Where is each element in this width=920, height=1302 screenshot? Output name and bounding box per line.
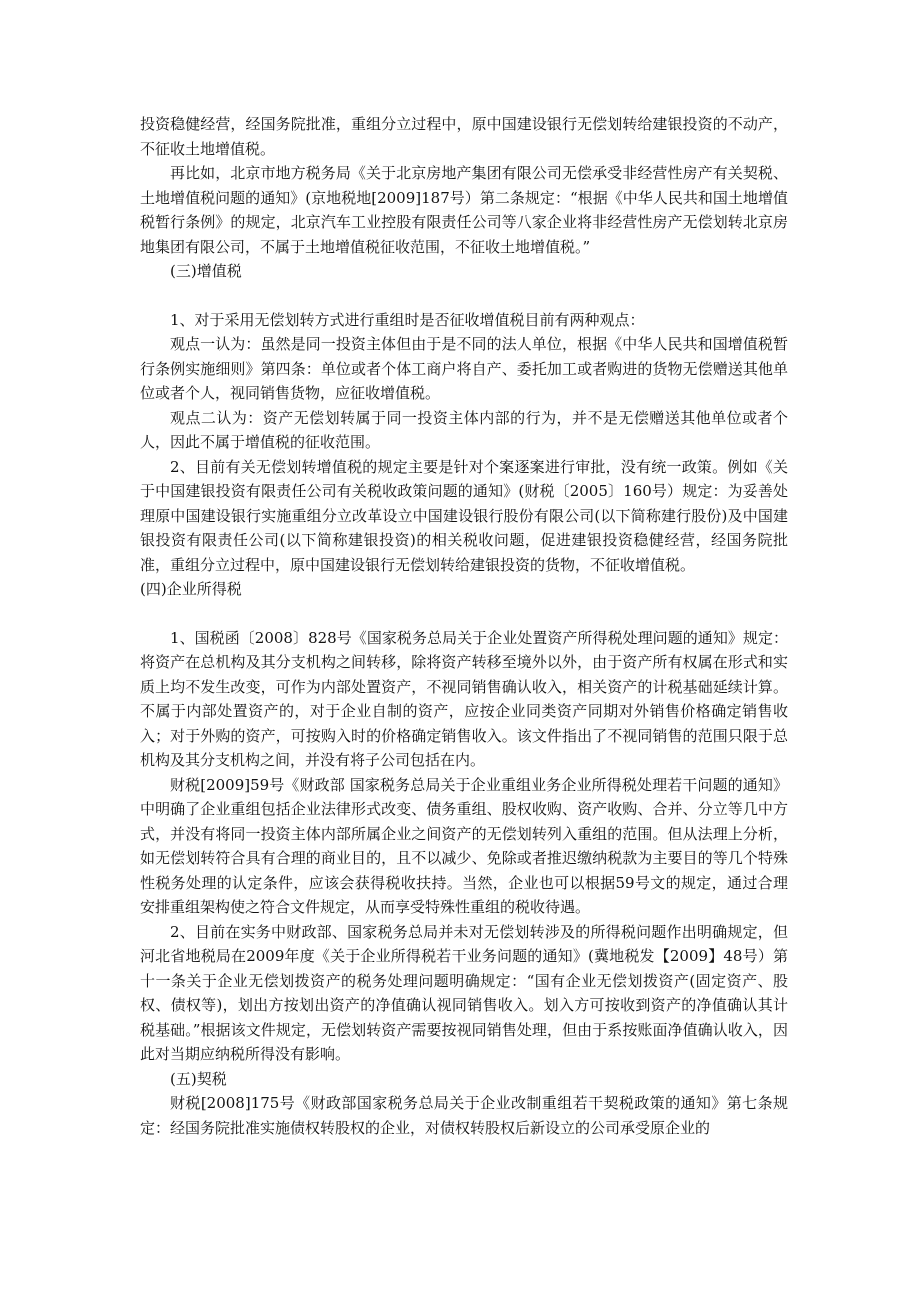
paragraph-caishui-59: 财税[2009]59号《财政部 国家税务总局关于企业重组业务企业所得税处理若干问题的通知》中明确了企业重组包括企业法律形式改变、债务重组、股权收购、资产收购、合并、分立等几中方式，并没有将同一投资主体内部所属企业之间资产的无偿划转列入重组的范围。但从法理上分析，如无偿划转符合具有合理的商业目的，且不以减少、免除或者推迟缴纳税款为主要目的等几个特殊性税务处理的认定条件，应该会获得税收扶持。当然，企业也可以根据59号文的规定，通过合理安排重组架构使之符合文件规定，从而享受特殊性重组的税收待遇。 (140, 775, 788, 916)
paragraph-land-tax-continuation: 投资稳健经营，经国务院批准，重组分立过程中，原中国建设银行无偿划转给建银投资的不动产，不征收土地增值税。 (140, 115, 788, 158)
section-heading-corporate-income-tax: (四)企业所得税 (140, 580, 242, 598)
blank-line (140, 284, 788, 308)
section-heading-deed-tax: (五)契税 (170, 1069, 227, 1088)
paragraph-view-two: 观点二认为：资产无偿划转属于同一投资主体内部的行为，并不是无偿赠送其他单位或者个人，因此不属于增值税的征收范围。 (140, 408, 788, 451)
paragraph-guoshuihan-828: 1、国税函〔2008〕828号《国家税务总局关于企业处置资产所得税处理问题的通知》规定：将资产在总机构及其分支机构之间转移，除将资产转移至境外以外，由于资产所有权属在形式和实质上均不发生改变，可作为内部处置资产，不视同销售确认收入，相关资产的计税基础延续计算。不属于内部处置资产的，对于企业自制的资产，应按企业同类资产同期对外销售价格确定销售收入；对于外购的资产，可按购入时的价格确定销售收入。该文件指出了不视同销售的范围只限于总机构及其分支机构之间，并没有将子公司包括在内。 (140, 628, 788, 769)
paragraph-view-one: 观点一认为：虽然是同一投资主体但由于是不同的法人单位，根据《中华人民共和国增值税暂行条例实施细则》第四条：单位或者个体工商户将自产、委托加工或者购进的货物无偿赠送其他单位或者个人，视同销售货物，应征收增值税。 (140, 335, 788, 402)
paragraph-hebei-rules: 2、目前在实务中财政部、国家税务总局并未对无偿划转涉及的所得税问题作出明确规定，但河北省地税局在2009年度《关于企业所得税若干业务问题的通知》(冀地税发【2009】48号）第十一条关于企业无偿划拨资产的税务处理问题明确规定：“国有企业无偿划拨资产(固定资产、股权、债权等)，划出方按划出资产的净值确认视同销售收入。划入方可按收到资产的净值确认其计税基础。”根据该文件规定，无偿划转资产需要按视同销售处理，但由于系按账面净值确认收入，因此对当期应纳税所得没有影响。 (140, 922, 788, 1063)
paragraph-vat-two-views: 1、对于采用无偿划转方式进行重组时是否征收增值税目前有两种观点： (170, 310, 645, 329)
section-heading-vat: (三)增值税 (170, 262, 242, 280)
paragraph-caishui-175: 财税[2008]175号《财政部国家税务总局关于企业改制重组若干契税政策的通知》第七条规定：经国务院批准实施债权转股权的企业，对债权转股权后新设立的公司承受原企业的 (140, 1094, 788, 1137)
blank-line (140, 602, 788, 626)
document-page (140, 112, 788, 1140)
paragraph-beijing-example: 再比如，北京市地方税务局《关于北京房地产集团有限公司无偿承受非经营性房产有关契税、土地增值税问题的通知》(京地税地[2009]187号）第二条规定：“根据《中华人民共和国土地增值税暂行条例》的规定，北京汽车工业控股有限责任公司等八家企业将非经营性房产无偿划转北京房地集团有限公司，不属于土地增值税征收范围，不征收土地增值税。” (140, 164, 788, 256)
paragraph-vat-case-rules: 2、目前有关无偿划转增值税的规定主要是针对个案逐案进行审批，没有统一政策。例如《关于中国建银投资有限责任公司有关税收政策问题的通知》(财税〔2005〕160号）规定：为妥善处理原中国建设银行实施重组分立改革设立中国建设银行股份有限公司(以下简称建行股份)及中国建银投资有限责任公司(以下简称建银投资)的相关税收问题，促进建银投资稳健经营，经国务院批准，重组分立过程中，原中国建设银行无偿划转给建银投资的货物，不征收增值税。 (140, 457, 788, 574)
